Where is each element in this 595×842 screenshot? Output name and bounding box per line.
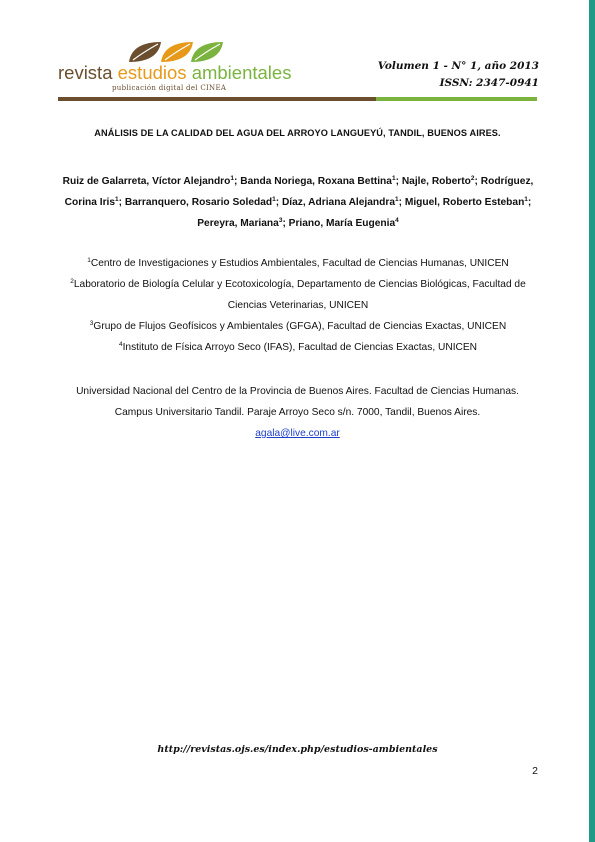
journal-header — [0, 0, 595, 105]
author-name: Pereyra, Mariana — [197, 218, 279, 229]
institution-block — [50, 381, 545, 444]
author-affiliation-mark: 1 — [272, 196, 276, 203]
affiliation — [58, 274, 538, 316]
author-name: Najle, Roberto — [401, 176, 471, 187]
author-affiliation-mark: 2 — [470, 175, 475, 182]
author — [63, 176, 234, 187]
issn: ISSN: 2347-0941 — [439, 77, 539, 89]
journal-url[interactable]: http://revistas.ojs.es/index.php/estudios-ambientales — [157, 744, 438, 755]
header-rule-brown — [58, 97, 376, 101]
author — [240, 176, 395, 187]
affiliation — [58, 337, 538, 358]
affiliation-text: Centro de Investigaciones y Estudios Ambientales, Facultad de Ciencias Humanas, UNICEN — [90, 258, 509, 269]
author-name: Díaz, Adriana Alejandra — [281, 197, 395, 208]
affiliation-list — [58, 253, 538, 358]
campus-address: Campus Universitario Tandil. Paraje Arroyo Seco s/n. 7000, Tandil, Buenos Aires. — [114, 407, 481, 418]
author-affiliation-mark: 1 — [524, 196, 528, 203]
author — [402, 176, 475, 187]
author-affiliation-mark: 4 — [395, 217, 399, 224]
header-rule-green — [376, 97, 537, 101]
affiliation-text: Laboratorio de Biología Celular y Ecotoxicología, Departamento de Ciencias Biológicas, Facultad de Ciencias Veterinarias, UNICEN — [73, 279, 526, 311]
article-title: ANÁLISIS DE LA CALIDAD DEL AGUA DEL ARROYO LANGUEYÚ, TANDIL, BUENOS AIRES. — [94, 128, 501, 138]
author-affiliation-mark: 1 — [391, 175, 396, 182]
author — [282, 197, 399, 208]
author-name: Banda Noriega, Roxana Bettina — [240, 176, 392, 187]
affiliation-number: 2 — [70, 278, 74, 285]
author-name: Ruiz de Galarreta, Víctor Alejandro — [62, 176, 231, 187]
author-list: Ruiz de Galarreta, Víctor Alejandro$^1$; Banda Noriega, Roxana Bettina$^1$; Najle, Roberto$^2$; Rodríguez, Corina Iris$^1$; Barranquero, Rosario Soledad$^1$; Díaz, Adriana Alejandra$^1$; Miguel, Roberto Esteban$^1$; Pereyra, Mariana$^3$; Priano, María Eugenia$^4$ — [62, 175, 534, 229]
volume-info — [378, 58, 539, 92]
affiliation — [58, 253, 538, 274]
contact-email-link[interactable]: agala@live.com.ar — [255, 428, 340, 439]
author — [405, 197, 528, 208]
affiliation-number: 3 — [89, 320, 94, 327]
author — [125, 197, 276, 208]
author-affiliation-mark: 1 — [230, 175, 234, 182]
page-number: 2 — [532, 765, 538, 777]
author-affiliation-mark: 3 — [278, 217, 283, 224]
affiliation-number: 4 — [118, 341, 123, 348]
author-name: Rodríguez, Corina Iris — [64, 176, 534, 208]
author-name: Priano, María Eugenia — [288, 218, 396, 229]
affiliation-text: Grupo de Flujos Geofísicos y Ambientales (GFGA), Facultad de Ciencias Exactas, UNICEN — [93, 321, 507, 332]
journal-logo-title: revista estudios ambientales — [58, 62, 292, 83]
author-name: Barranquero, Rosario Soledad — [124, 197, 273, 208]
journal-logo-subtitle: publicación digital del CINEA — [112, 84, 227, 92]
institution-line: Universidad Nacional del Centro de la Provincia de Buenos Aires. Facultad de Ciencias Humanas. — [76, 386, 519, 397]
volume-number: Volumen 1 - N° 1, año 2013 — [377, 60, 539, 72]
author — [197, 218, 282, 229]
right-edge-bar — [589, 0, 595, 842]
affiliation — [58, 316, 538, 337]
author-name: Miguel, Roberto Esteban — [404, 197, 525, 208]
author — [289, 218, 399, 229]
affiliation-number: 1 — [87, 257, 91, 264]
author-affiliation-mark: 1 — [395, 196, 399, 203]
leaves-logo-icon — [125, 40, 225, 64]
affiliation-text: Instituto de Física Arroyo Seco (IFAS), Facultad de Ciencias Exactas, UNICEN — [122, 342, 478, 353]
author-affiliation-mark: 1 — [115, 196, 119, 203]
